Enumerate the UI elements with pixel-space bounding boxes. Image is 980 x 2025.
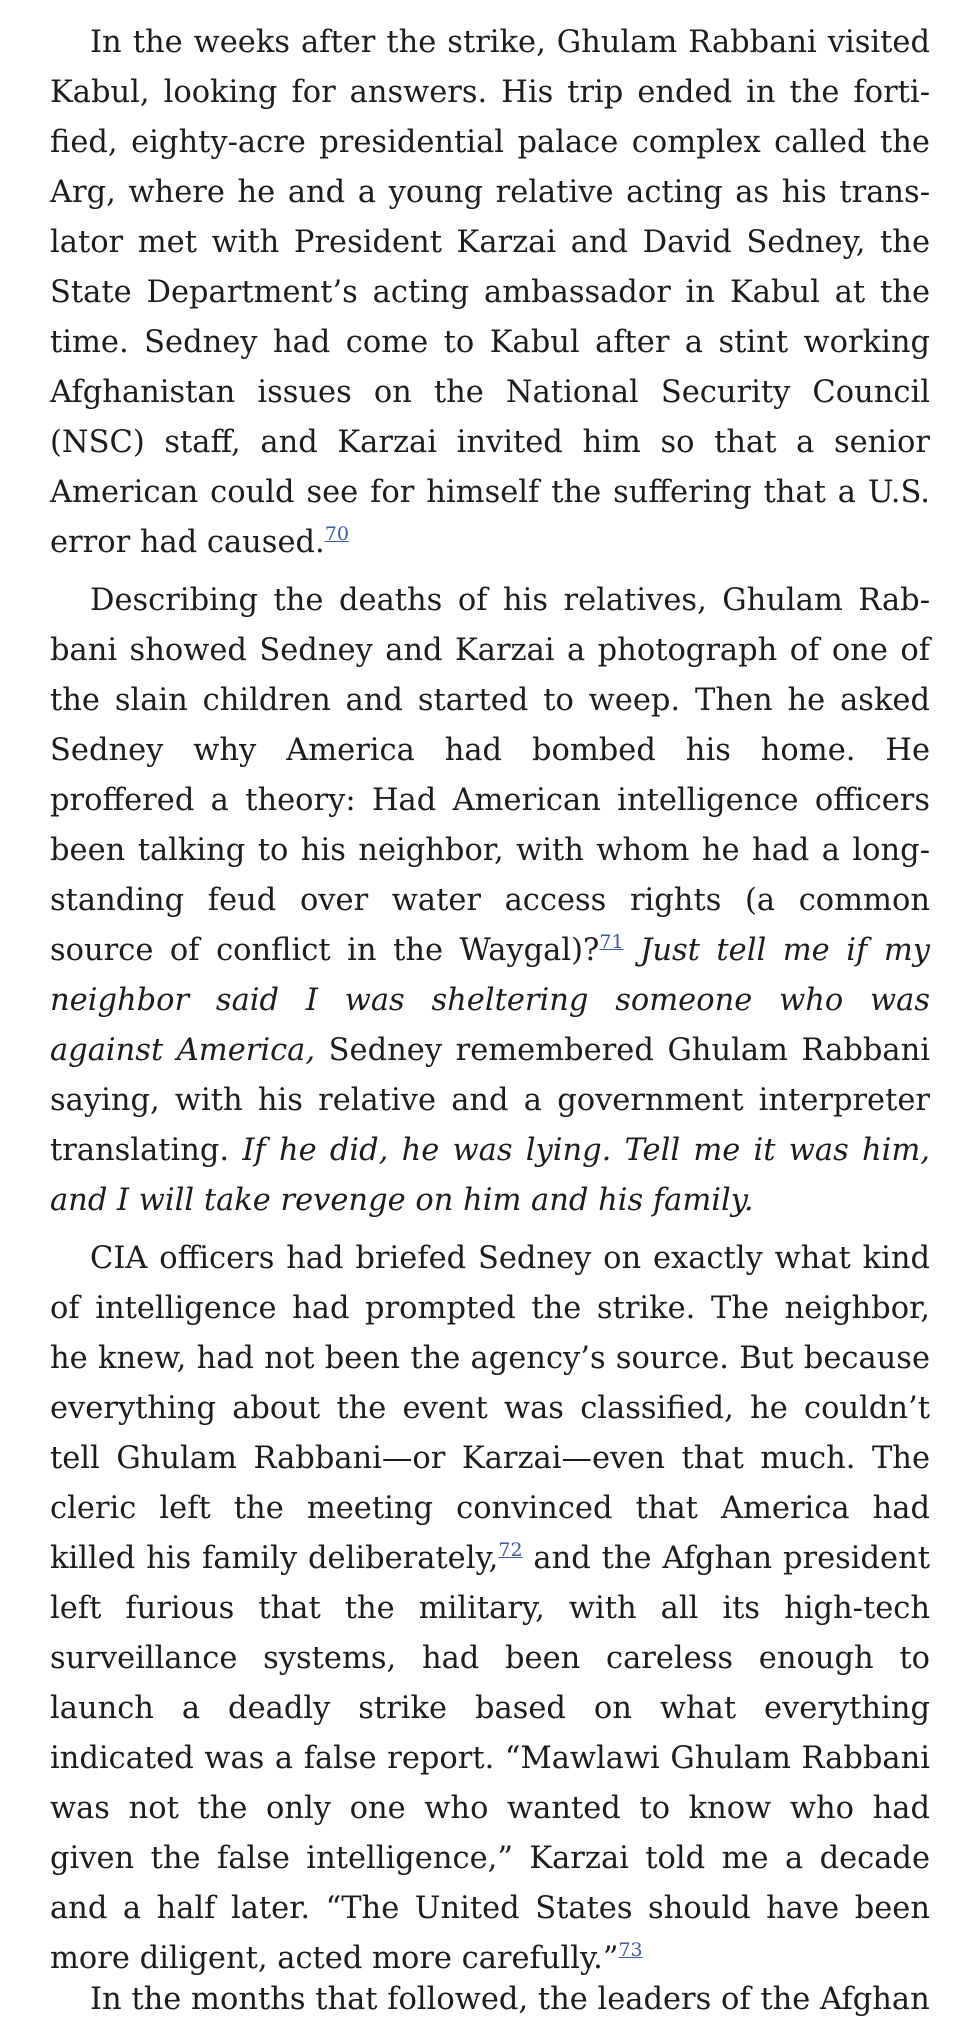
italic-quote: Just tell me if my neighbor said I was sheltering someone who was against America, (50, 933, 930, 1068)
partial-next-line: In the months that followed, the leaders of the Afghan (90, 1982, 930, 2017)
text-run: Sedney remembered Ghulam Rabbani saying, with his relative and a government interpreter translating. (50, 1033, 931, 1168)
italic-quote: If he did, he was lying. Tell me it was him, and I will take revenge on him and his family. (50, 1133, 930, 1218)
reader-page (50, 18, 930, 1992)
text-run (624, 933, 641, 968)
footnote-link[interactable]: 73 (618, 1939, 643, 1961)
body-paragraph (50, 1234, 930, 1984)
footnote-link[interactable]: 72 (498, 1539, 523, 1561)
text-run: and the Afghan president left furious that the military, with all its high-tech surveillance systems, had been careless enough to launch a deadly strike based on what everything indicated was a false report. “Mawlawi Ghulam Rabbani was not the only one who wanted to know who had given the false intelligence,” Karzai told me a decade and a half later. “The United States should have been more diligent, acted more carefully.” (50, 1541, 931, 1976)
text-run: In the weeks after the strike, Ghulam Rabbani visited Kabul, looking for answers. His trip ended in the fortified, eighty-acre presidential palace complex called the Arg, where he and a young relative acting as his translator met with President Karzai and David Sedney, the State Department’s acting ambassador in Kabul at the time. Sedney had come to Kabul after a stint working Afghanistan issues on the National Security Council (NSC) staff, and Karzai invited him so that a senior American could see for himself the suffering that a U.S. error had caused. (50, 25, 930, 560)
body-paragraph (50, 576, 930, 1226)
text-run: CIA officers had briefed Sedney on exactly what kind of intelligence had prompted the strike. The neighbor, he knew, had not been the agency’s source. But because everything about the event was classified, he couldn’t tell Ghulam Rabbani—or Karzai—even that much. The cleric left the meeting convinced that America had killed his family deliberately, (50, 1241, 930, 1576)
footnote-link[interactable]: 71 (599, 931, 624, 953)
footnote-link[interactable]: 70 (324, 523, 349, 545)
text-run: Describing the deaths of his relatives, Ghulam Rabbani showed Sedney and Karzai a photograph of one of the slain children and started to weep. Then he asked Sedney why America had bombed his home. He proffered a theory: Had American intelligence officers been talking to his neighbor, with whom he had a long-standing feud over water access rights (a common source of conflict in the Waygal)? (50, 583, 930, 968)
body-paragraph (50, 18, 930, 568)
